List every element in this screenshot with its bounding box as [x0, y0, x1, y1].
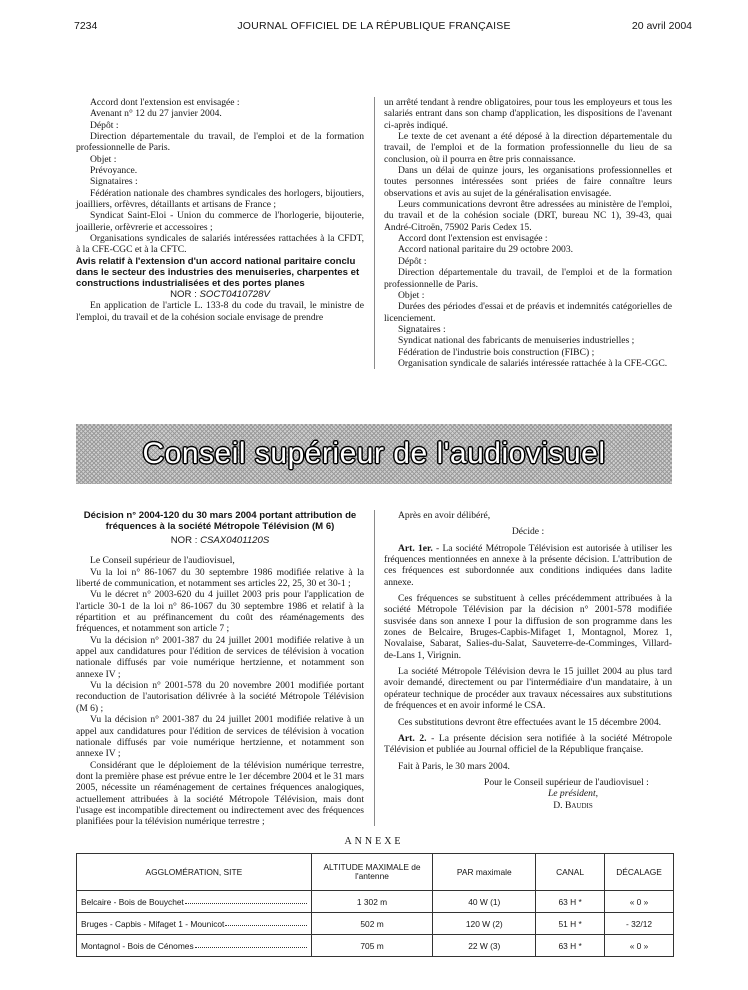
column-top-left — [76, 97, 364, 323]
signature-line: Pour le Conseil supérieur de l'audiovisuel : — [484, 776, 649, 788]
decision-title: Décision n° 2004-120 du 30 mars 2004 portant attribution de fréquences à la société Métropole Télévision (M 6) — [83, 510, 357, 532]
paragraph: Vu la décision n° 2001-578 du 20 novembre 2001 modifiée portant reconduction de l'autorisation délivrée à la société Métropole Télévision (M 6) ; — [76, 680, 364, 714]
page-header — [0, 20, 748, 34]
paragraph: Dans un délai de quinze jours, les organisations professionnelles et toutes personnes intéressées sont priées de faire connaître leurs observations et avis au sujet de la généralisation envisagée. — [384, 165, 672, 199]
paragraph: Dépôt : — [398, 255, 427, 267]
paragraph: Accord national paritaire du 29 octobre 2003. — [398, 244, 574, 256]
paragraph: Le Conseil supérieur de l'audiovisuel, — [90, 555, 235, 567]
paragraph: Prévoyance. — [90, 165, 138, 177]
column-header: PAR maximale — [433, 854, 536, 891]
section-banner — [76, 424, 672, 484]
table-cell: 63 H * — [536, 891, 605, 913]
paragraph: Ces fréquences se substituent à celles précédemment attribuées à la société Métropole Télévision par la décision n° 2001-578 modifiée susvisée dans son annexe I pour la diffusion de son programme dans les zones de Belcaire, Bruges-Capbis-Mifaget 1, Montagnol, Morez 1, Novalaise, Sabarat, Salies-du-Salat, Sauveterre-de-Comminges, Villard-de-Lans 1, Virignin. — [384, 593, 672, 661]
column-divider — [374, 510, 375, 826]
table-header-row — [77, 854, 674, 891]
table-cell: « 0 » — [605, 935, 674, 957]
nor-reference — [76, 535, 364, 546]
paragraph: Décide : — [511, 526, 545, 538]
paragraph: Fédération nationale des chambres syndicales des horlogers, bijoutiers, joailliers, orfèvres, détaillants et artisans de France ; — [76, 187, 364, 211]
article-label: Art. 1er. — [398, 542, 433, 554]
column-header: ALTITUDE MAXIMALE de l'antenne — [311, 854, 433, 891]
signatory-name: D. Baudis — [553, 799, 593, 811]
article-text: - La société Métropole Télévision est autorisée à utiliser les fréquences mentionnées en annexe à la présente décision. L'attribution de ces fréquences est subordonnée aux conditions indiquées dans ladite annexe. — [384, 542, 672, 588]
table-cell: Belcaire - Bois de Bouychet — [77, 891, 312, 913]
paragraph: Direction départementale du travail, de l'emploi et de la formation professionnelle de Paris. — [384, 267, 672, 290]
paragraph: Vu la décision n° 2001-387 du 24 juillet 2001 modifiée relative à un appel aux candidatures pour l'édition de services de télévision à vocation nationale diffusés par voie numérique hertzienne, et notamment son annexe IV ; — [76, 714, 364, 760]
table-row — [77, 935, 674, 957]
page-number: 7234 — [74, 20, 98, 32]
paragraph: un arrêté tendant à rendre obligatoires, pour tous les employeurs et tous les salariés entrant dans son champ d'application, les dispositions de l'avenant ci-après indiqué. — [384, 97, 672, 131]
paragraph: Fait à Paris, le 30 mars 2004. — [398, 760, 510, 772]
paragraph: Le texte de cet avenant a été déposé à la direction départementale du travail, de l'emploi et de la formation professionnelle du lieu de sa conclusion, où il pourra en être pris connaissance. — [384, 131, 672, 165]
article-1 — [384, 543, 672, 588]
paragraph: Vu la décision n° 2001-387 du 24 juillet 2001 modifiée relative à un appel aux candidatures pour l'édition de services de télévision à vocation nationale diffusés par voie numérique hertzienne, et notamment son annexe IV ; — [76, 634, 364, 680]
paragraph: Signataires : — [398, 323, 446, 335]
article-2 — [384, 733, 672, 756]
nor-reference — [76, 289, 364, 300]
paragraph: La société Métropole Télévision devra le 15 juillet 2004 au plus tard avoir demandé, directement ou par l'intermédiaire d'un mandataire, à un opérateur technique de procéder aux travaux nécessaires aux substitutions de fréquences et en avoir informé le CSA. — [384, 666, 672, 712]
paragraph: Direction départementale du travail, de l'emploi et de la formation professionnelle de Paris. — [76, 131, 364, 154]
table-cell: 51 H * — [536, 913, 605, 935]
paragraph: Accord dont l'extension est envisagée : — [90, 97, 240, 108]
paragraph: Organisation syndicale de salariés intéressée rattachée à la CFE-CGC. — [398, 357, 668, 369]
journal-title: JOURNAL OFFICIEL DE LA RÉPUBLIQUE FRANÇAISE — [237, 20, 511, 32]
nor-code: CSAX0401120S — [200, 535, 270, 546]
paragraph: Organisations syndicales de salariés intéressées rattachées à la CFDT, à la CFE-CGC et à la CFTC. — [76, 233, 364, 256]
table-cell: « 0 » — [605, 891, 674, 913]
paragraph: Signataires : — [90, 176, 138, 188]
nor-label: NOR : — [170, 535, 198, 546]
annexe-table — [76, 853, 674, 957]
paragraph: Syndicat Saint-Eloi - Union du commerce de l'horlogerie, bijouterie, joaillerie, orfèvrerie et accessoires ; — [76, 210, 364, 233]
column-bottom-left — [76, 510, 364, 828]
paragraph: Syndicat national des fabricants de menuiseries industrielles ; — [398, 335, 635, 347]
table-cell: 705 m — [311, 935, 433, 957]
paragraph: Accord dont l'extension est envisagée : — [398, 233, 548, 245]
paragraph: Après en avoir délibéré, — [398, 510, 491, 521]
banner-title: Conseil supérieur de l'audiovisuel — [142, 437, 606, 470]
column-divider — [374, 97, 375, 369]
table-row — [77, 913, 674, 935]
paragraph: Dépôt : — [90, 119, 119, 131]
column-header: DÉCALAGE — [605, 854, 674, 891]
paragraph: Vu la loi n° 86-1067 du 30 septembre 1986 modifiée relative à la liberté de communication, et notamment ses articles 22, 25, 30 et 30-1 ; — [76, 566, 364, 590]
paragraph: Durées des périodes d'essai et de préavis et indemnités catégorielles de licenciement. — [384, 301, 672, 324]
table-cell: 40 W (1) — [433, 891, 536, 913]
nor-label: NOR : — [170, 288, 197, 300]
paragraph: Objet : — [90, 153, 117, 165]
paragraph: Ces substitutions devront être effectuées avant le 15 décembre 2004. — [398, 716, 662, 728]
paragraph: Vu le décret n° 2003-620 du 4 juillet 2003 pris pour l'application de l'article 30-1 de la loi n° 86-1067 du 30 septembre 1986 et relatif à la répartition et au préfinancement du coût des réaménagements des fréquences, et notamment son article 7 ; — [76, 589, 364, 635]
paragraph: Objet : — [398, 289, 425, 301]
avis-title: Avis relatif à l'extension d'un accord national paritaire conclu dans le secteur des industries des menuiseries, charpentes et constructions industrialisées et des portes planes — [76, 255, 360, 289]
column-top-right — [384, 97, 672, 369]
table-cell: - 32/12 — [605, 913, 674, 935]
table-cell: 22 W (3) — [433, 935, 536, 957]
paragraph: Considérant que le déploiement de la télévision numérique terrestre, dont la première phase est prévue entre le 1er décembre 2004 et le 31 mars 2005, nécessite un réaménagement de certaines fréquences analogiques, actuellement attribuées à la société Métropole Télévision, mais dont l'usage est incompatible directement ou indirectement avec des fréquences planifiées pour la télévision numérique terrestre ; — [76, 759, 364, 828]
table-cell: 502 m — [311, 913, 433, 935]
table-cell: 63 H * — [536, 935, 605, 957]
table-cell: 120 W (2) — [433, 913, 536, 935]
table-cell: Montagnol - Bois de Cénomes — [77, 935, 312, 957]
issue-date: 20 avril 2004 — [631, 20, 692, 32]
column-header: CANAL — [536, 854, 605, 891]
paragraph: Avenant n° 12 du 27 janvier 2004. — [90, 108, 222, 120]
paragraph: Fédération de l'industrie bois construction (FIBC) ; — [398, 346, 595, 358]
nor-code: SOCT0410728V — [199, 288, 270, 300]
paragraph: En application de l'article L. 133-8 du code du travail, le ministre de l'emploi, du travail et de la cohésion sociale envisage de prendre — [76, 300, 364, 323]
table-row — [77, 891, 674, 913]
article-text: - La présente décision sera notifiée à la société Métropole Télévision et publiée au Journal officiel de la République française. — [384, 732, 672, 756]
article-label: Art. 2. — [398, 732, 427, 744]
paragraph: Leurs communications devront être adressées au ministère de l'emploi, du travail et de la cohésion sociale (DRT, bureau NC 1), 39-43, quai André-Citroën, 75902 Paris Cedex 15. — [384, 199, 672, 233]
column-header: AGGLOMÉRATION, SITE — [77, 854, 312, 891]
table-cell: 1 302 m — [311, 891, 433, 913]
column-bottom-right — [384, 510, 672, 811]
signatory-title: Le président, — [547, 788, 599, 800]
table-cell: Bruges - Capbis - Mifaget 1 - Mounicot — [77, 913, 312, 935]
annexe-title: ANNEXE — [344, 836, 404, 847]
